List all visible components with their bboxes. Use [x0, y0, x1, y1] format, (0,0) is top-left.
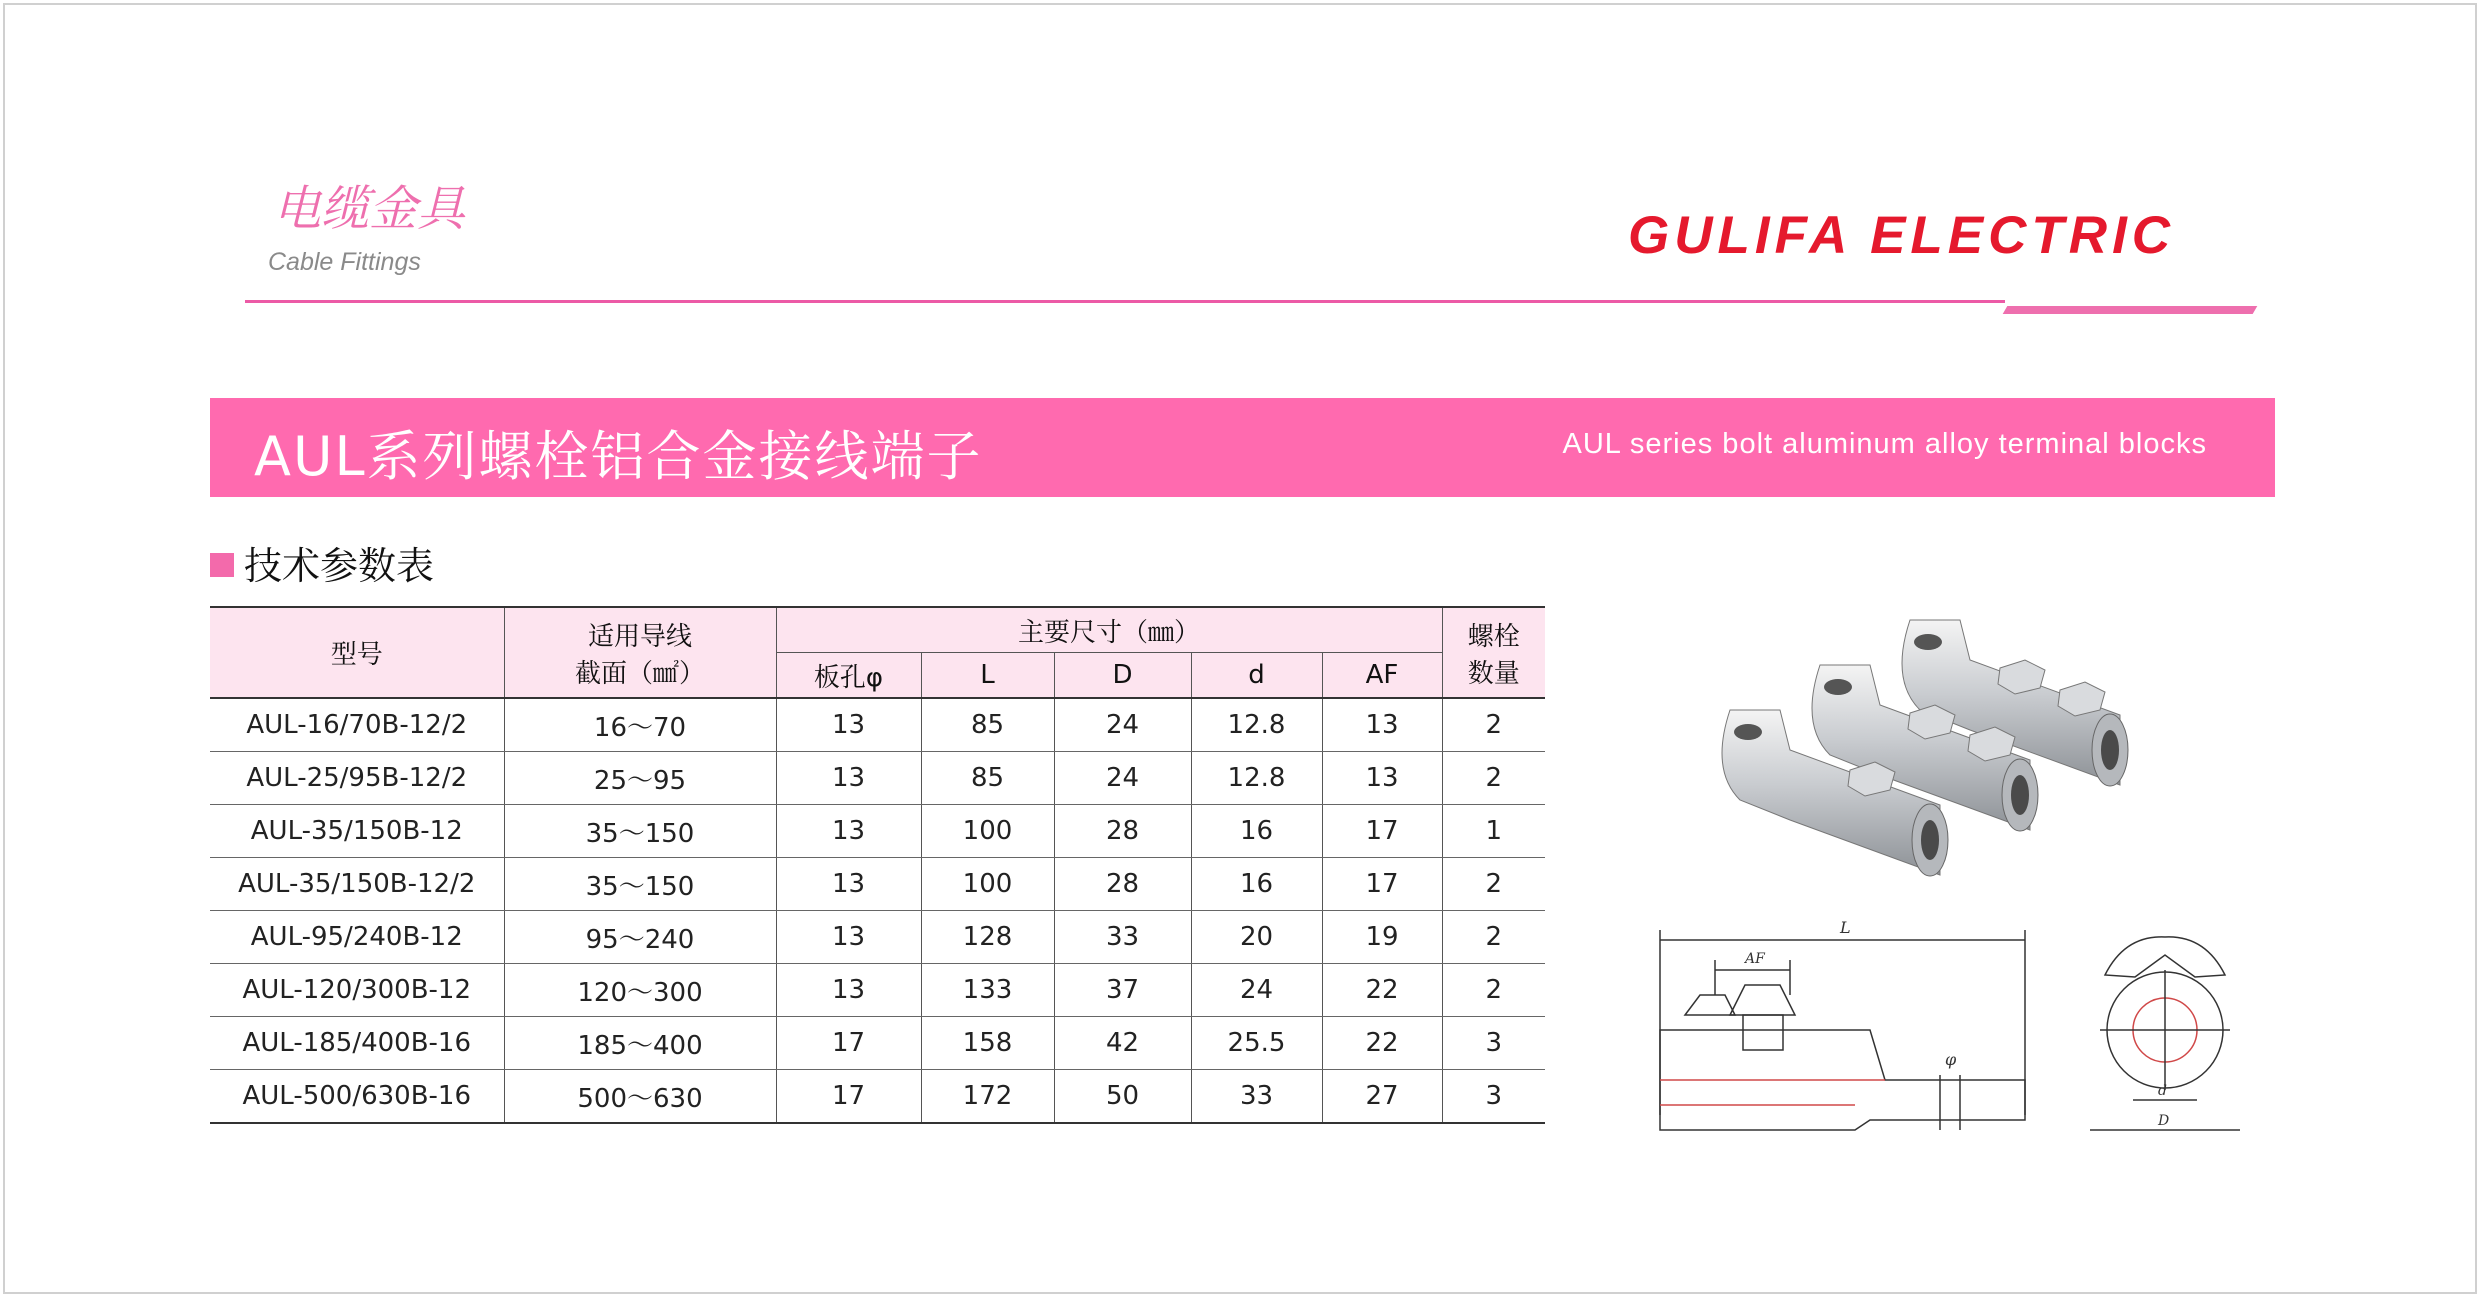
cell-D: 33: [1054, 911, 1191, 964]
section-title: 技术参数表: [244, 544, 435, 588]
cell-L: 158: [921, 1017, 1054, 1070]
cell-section: 500～630: [504, 1070, 776, 1124]
cell-L: 133: [921, 964, 1054, 1017]
cell-d: 33: [1191, 1070, 1322, 1124]
cell-AF: 22: [1322, 1017, 1442, 1070]
cell-D: 37: [1054, 964, 1191, 1017]
cell-L: 172: [921, 1070, 1054, 1124]
cell-bolts: 2: [1442, 698, 1545, 752]
cell-hole: 13: [776, 805, 921, 858]
cell-bolts: 2: [1442, 858, 1545, 911]
header-bolts-line2: 数量: [1467, 658, 1520, 689]
cell-AF: 17: [1322, 858, 1442, 911]
cell-section: 95～240: [504, 911, 776, 964]
cell-AF: 22: [1322, 964, 1442, 1017]
header-bolts-line1: 螺栓: [1467, 621, 1520, 652]
dim-label-L: L: [1840, 918, 1851, 937]
cell-model: AUL-35/150B-12: [210, 805, 504, 858]
cell-hole: 17: [776, 1070, 921, 1124]
cell-section: 25～95: [504, 752, 776, 805]
spec-table-body: [210, 698, 1545, 1123]
cell-D: 50: [1054, 1070, 1191, 1124]
banner-title-cn: AUL系列螺栓铝合金接线端子: [254, 425, 983, 488]
header-D: D: [1054, 653, 1191, 699]
header-model: 型号: [210, 607, 504, 698]
section-heading: [210, 535, 434, 590]
table-row: [210, 964, 1545, 1017]
cell-model: AUL-185/400B-16: [210, 1017, 504, 1070]
brand-logo: GULIFA ELECTRIC: [1628, 206, 2176, 265]
header-hole: 板孔φ: [776, 653, 921, 699]
cell-bolts: 1: [1442, 805, 1545, 858]
table-row: [210, 1017, 1545, 1070]
cell-section: 35～150: [504, 805, 776, 858]
table-row: [210, 858, 1545, 911]
cell-model: AUL-35/150B-12/2: [210, 858, 504, 911]
cell-L: 85: [921, 698, 1054, 752]
table-row: [210, 1070, 1545, 1124]
header-AF: AF: [1322, 653, 1442, 699]
cell-bolts: 2: [1442, 964, 1545, 1017]
product-banner: [210, 398, 2275, 497]
side-view-drawing: [1655, 915, 2055, 1145]
cell-model: AUL-25/95B-12/2: [210, 752, 504, 805]
table-row: [210, 805, 1545, 858]
header-bolts: [1442, 607, 1545, 698]
cell-hole: 13: [776, 752, 921, 805]
cell-D: 42: [1054, 1017, 1191, 1070]
product-photo: [1700, 600, 2180, 900]
header-dims-group: 主要尺寸（㎜）: [776, 607, 1442, 653]
cell-model: AUL-500/630B-16: [210, 1070, 504, 1124]
end-view-drawing: [2075, 915, 2255, 1145]
cell-section: 35～150: [504, 858, 776, 911]
cell-d: 24: [1191, 964, 1322, 1017]
dim-label-AF: AF: [1745, 951, 1765, 967]
cell-model: AUL-95/240B-12: [210, 911, 504, 964]
cell-AF: 27: [1322, 1070, 1442, 1124]
cell-section: 120～300: [504, 964, 776, 1017]
cell-d: 16: [1191, 805, 1322, 858]
banner-title-en: AUL series bolt aluminum alloy terminal blocks: [1562, 428, 2207, 460]
cell-AF: 13: [1322, 752, 1442, 805]
cell-model: AUL-120/300B-12: [210, 964, 504, 1017]
cell-hole: 13: [776, 964, 921, 1017]
cell-L: 100: [921, 805, 1054, 858]
category-title-en: Cable Fittings: [268, 248, 421, 276]
cell-section: 16～70: [504, 698, 776, 752]
dim-label-d: d: [2158, 1083, 2167, 1099]
cell-hole: 17: [776, 1017, 921, 1070]
cell-d: 20: [1191, 911, 1322, 964]
cell-d: 25.5: [1191, 1017, 1322, 1070]
cell-L: 128: [921, 911, 1054, 964]
cell-hole: 13: [776, 698, 921, 752]
cell-D: 24: [1054, 752, 1191, 805]
header-divider: [245, 300, 2005, 303]
dim-label-D: D: [2158, 1113, 2170, 1129]
table-row: [210, 911, 1545, 964]
category-title-cn: 电缆金具: [273, 181, 466, 237]
header-L: L: [921, 653, 1054, 699]
cell-L: 100: [921, 858, 1054, 911]
dim-label-phi: φ: [1945, 1050, 1957, 1069]
cell-bolts: 3: [1442, 1017, 1545, 1070]
cell-model: AUL-16/70B-12/2: [210, 698, 504, 752]
header-divider-accent: [2003, 306, 2258, 314]
table-row: [210, 698, 1545, 752]
cell-AF: 13: [1322, 698, 1442, 752]
cell-d: 16: [1191, 858, 1322, 911]
cell-bolts: 2: [1442, 752, 1545, 805]
cell-D: 28: [1054, 805, 1191, 858]
cell-L: 85: [921, 752, 1054, 805]
section-bullet-icon: [210, 553, 234, 577]
cell-bolts: 2: [1442, 911, 1545, 964]
cell-D: 28: [1054, 858, 1191, 911]
header-section: [504, 607, 776, 698]
header-d: d: [1191, 653, 1322, 699]
cell-d: 12.8: [1191, 698, 1322, 752]
cell-bolts: 3: [1442, 1070, 1545, 1124]
header-section-line1: 适用导线: [587, 621, 692, 652]
header-section-line2: 截面（㎟）: [574, 658, 705, 689]
cell-hole: 13: [776, 911, 921, 964]
cell-D: 24: [1054, 698, 1191, 752]
cell-hole: 13: [776, 858, 921, 911]
table-row: [210, 752, 1545, 805]
cell-AF: 17: [1322, 805, 1442, 858]
cell-section: 185～400: [504, 1017, 776, 1070]
spec-table: [210, 606, 1545, 1124]
cell-d: 12.8: [1191, 752, 1322, 805]
cell-AF: 19: [1322, 911, 1442, 964]
